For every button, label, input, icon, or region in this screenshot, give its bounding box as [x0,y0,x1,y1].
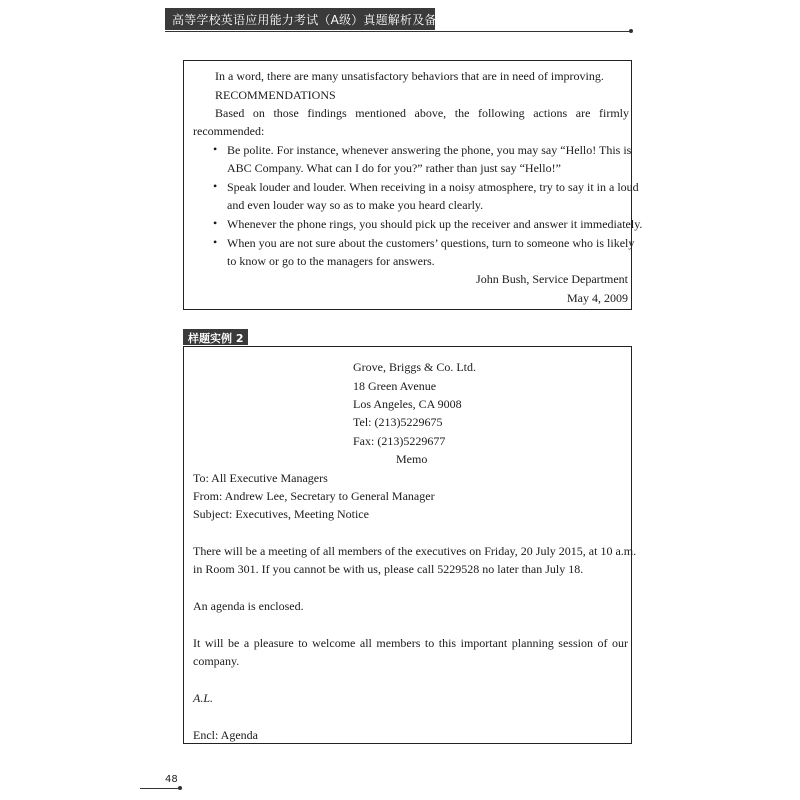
memo-encl: Encl: Agenda [193,728,258,742]
memo-street: 18 Green Avenue [353,379,437,393]
bullet-1-line1: Be polite. For instance, whenever answering the phone, you may say “Hello! This is [227,143,632,157]
report-date: May 4, 2009 [567,291,628,305]
memo-box [183,346,637,744]
footer-rule-dot [178,786,182,790]
bullet-dot: • [213,179,218,193]
memo-initials: A.L. [193,691,214,705]
report-heading: RECOMMENDATIONS [215,88,336,102]
memo-p1-line2: in Room 301. If you cannot be with us, please call 5229528 no later than July 18. [193,562,584,576]
section-label: 样题实例 2 [188,332,244,345]
header-rule [165,31,630,32]
memo-fax: Fax: (213)5229677 [353,434,446,448]
bullet-4-line2: to know or go to the managers for answers. [227,254,435,268]
bullet-dot: • [213,235,218,249]
memo-from: From: Andrew Lee, Secretary to General Manager [193,489,435,503]
report-box [183,60,643,310]
memo-subject: Subject: Executives, Meeting Notice [193,507,369,521]
header-rule-dot [629,29,633,33]
memo-p3-line2: company. [193,654,240,668]
page-number: 48 [165,774,178,785]
memo-to: To: All Executive Managers [193,471,328,485]
memo-p2: An agenda is enclosed. [193,599,304,613]
section-label-tab [183,329,248,345]
bullet-dot: • [213,216,218,230]
report-signature: John Bush, Service Department [476,272,628,286]
report-lead-line2: recommended: [193,124,265,138]
bullet-4-line1: When you are not sure about the customers’ questions, turn to someone who is likely [227,236,635,250]
memo-company: Grove, Briggs & Co. Ltd. [353,360,476,374]
report-intro: In a word, there are many unsatisfactory behaviors that are in need of improving. [215,69,604,83]
running-header [165,8,635,34]
memo-p1-line1: There will be a meeting of all members of the executives on Friday, 20 July 2015, at 10 a.m. [193,544,637,558]
memo-tel: Tel: (213)5229675 [353,415,443,429]
bullet-dot: • [213,142,218,156]
header-title: 高等学校英语应用能力考试（A级）真题解析及备考指南 [172,13,474,27]
bullet-2-line1: Speak louder and louder. When receiving in a noisy atmosphere, try to say it in a loud [227,180,639,194]
memo-city: Los Angeles, CA 9008 [353,397,462,411]
bullet-2-line2: and even louder way so as to make you heard clearly. [227,198,484,212]
report-lead-line1: Based on those findings mentioned above, the following actions are firmly [215,106,629,120]
bullet-3-line1: Whenever the phone rings, you should pick up the receiver and answer it immediately. [227,217,643,231]
bullet-1-line2: ABC Company. What can I do for you?” rather than just say “Hello!” [227,161,561,175]
memo-p3-line1: It will be a pleasure to welcome all members to this important planning session of our [193,636,628,650]
header-band [165,8,474,30]
memo-title: Memo [396,452,428,466]
footer-rule [140,788,180,789]
